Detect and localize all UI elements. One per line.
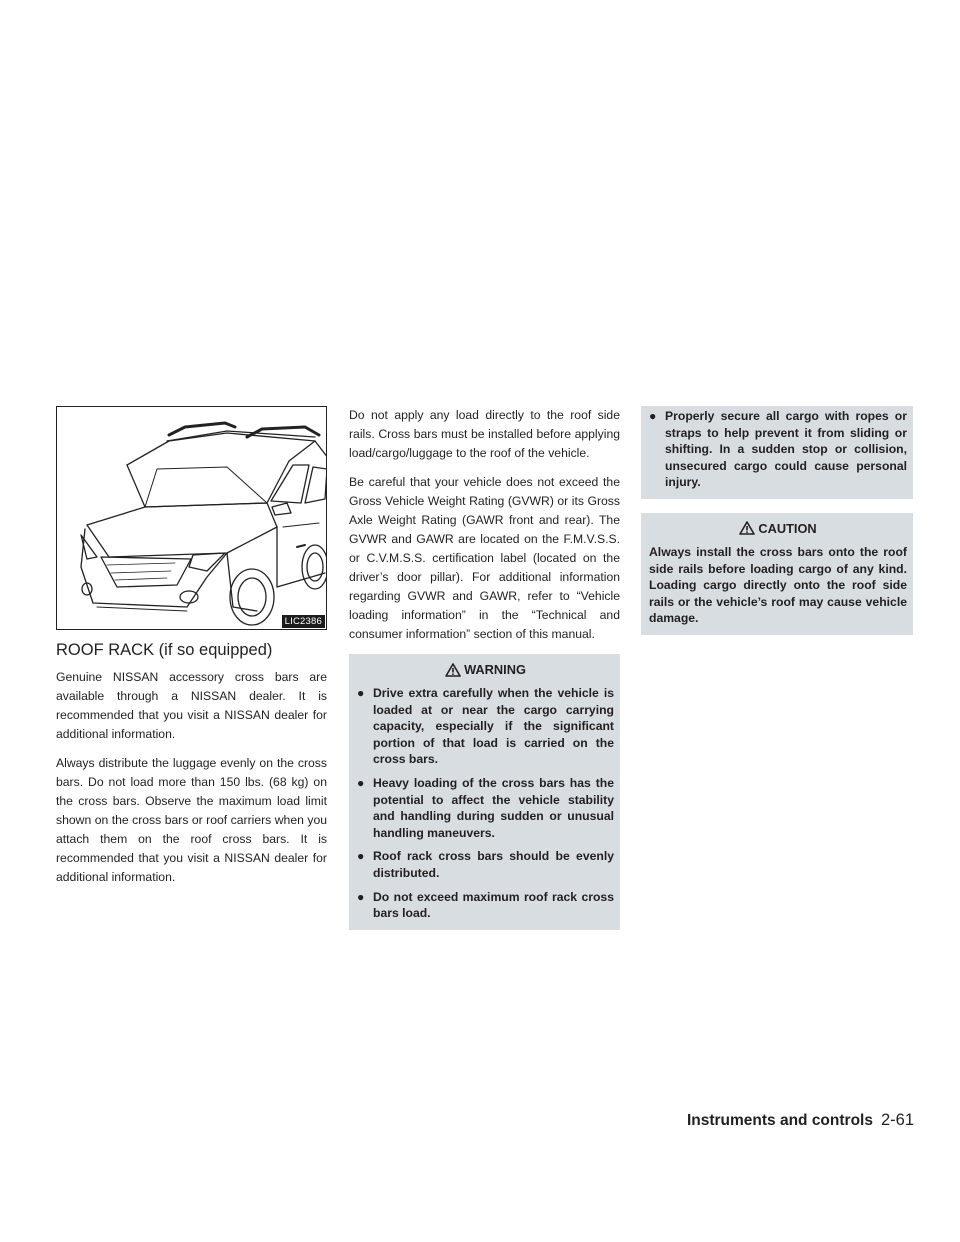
left-column [56, 406, 327, 897]
side-rails-paragraph: Do not apply any load directly to the roof side rails. Cross bars must be installed before applying load/cargo/luggage to the roof of the vehicle. [349, 408, 620, 460]
warning-box-continued [641, 406, 913, 499]
caution-heading [649, 521, 907, 536]
warning-bullet: ● Do not exceed maximum roof rack cross bars load. [357, 889, 614, 921]
warning-triangle-icon [445, 663, 461, 677]
warning-bullet: ● Properly secure all cargo with ropes or straps to help prevent it from sliding or shifting. In a sudden stop or collision, unsecured cargo could cause personal injury. [649, 409, 907, 490]
page-number: 2-61 [880, 1111, 914, 1129]
bullet-dot-icon: ● [357, 775, 365, 790]
gvwr-paragraph: Be careful that your vehicle does not exceed the Gross Vehicle Weight Rating (GVWR) or its Gross Axle Weight Rating (GAWR front and rear). The GVWR and GAWR are located on the F.M.V.S.S. or C.V.M.S.S. certification label (located on the driver’s door pillar). For additional information regarding GVWR and GAWR, refer to “Vehicle loading information” in the “Technical and consumer information” section of this manual. [349, 475, 620, 641]
figure-code-label: LIC2386 [282, 615, 325, 628]
bullet-dot-icon: ● [357, 686, 365, 700]
right-column [641, 406, 913, 635]
intro-paragraph: Genuine NISSAN accessory cross bars are available through a NISSAN dealer. It is recommended that you visit a NISSAN dealer for additional information. [56, 670, 327, 741]
car-illustration [57, 407, 326, 629]
warning-bullet: ● Roof rack cross bars should be evenly distributed. [357, 849, 614, 880]
warning-box [349, 654, 620, 930]
bullet-dot-icon: ● [649, 409, 657, 423]
roof-rack-figure [56, 406, 327, 630]
bullet-dot-icon: ● [357, 889, 365, 904]
warning-bullet: ● Heavy loading of the cross bars has the potential to affect the vehicle stability and handling during sudden or unusual handling maneuvers. [357, 775, 614, 840]
caution-title: CAUTION [758, 520, 817, 536]
footer-section-name: Instruments and controls [686, 1112, 873, 1129]
caution-text: Always install the cross bars onto the roof side rails before loading cargo of any kind. Loading cargo directly onto the roof side rails or the vehicle’s roof may cause vehicle damage. [649, 544, 907, 626]
page-footer [687, 1111, 914, 1130]
warning-heading [357, 662, 614, 677]
caution-triangle-icon [739, 521, 755, 535]
warning-title: WARNING [464, 662, 526, 677]
section-title: ROOF RACK (if so equipped) [56, 641, 273, 659]
caution-box [641, 513, 913, 635]
bullet-dot-icon: ● [357, 849, 365, 864]
warning-bullet: ● Drive extra carefully when the vehicle is loaded at or near the cargo carrying capacity, especially if the significant portion of that load is carried on the cross bars. [357, 686, 614, 767]
load-distribution-paragraph: Always distribute the luggage evenly on the cross bars. Do not load more than 150 lbs. (68 kg) on the cross bars. Observe the maximum load limit shown on the cross bars or roof carriers when you attach them on the roof cross bars. It is recommended that you visit a NISSAN dealer for additional information. [56, 756, 327, 884]
middle-column [349, 406, 620, 930]
